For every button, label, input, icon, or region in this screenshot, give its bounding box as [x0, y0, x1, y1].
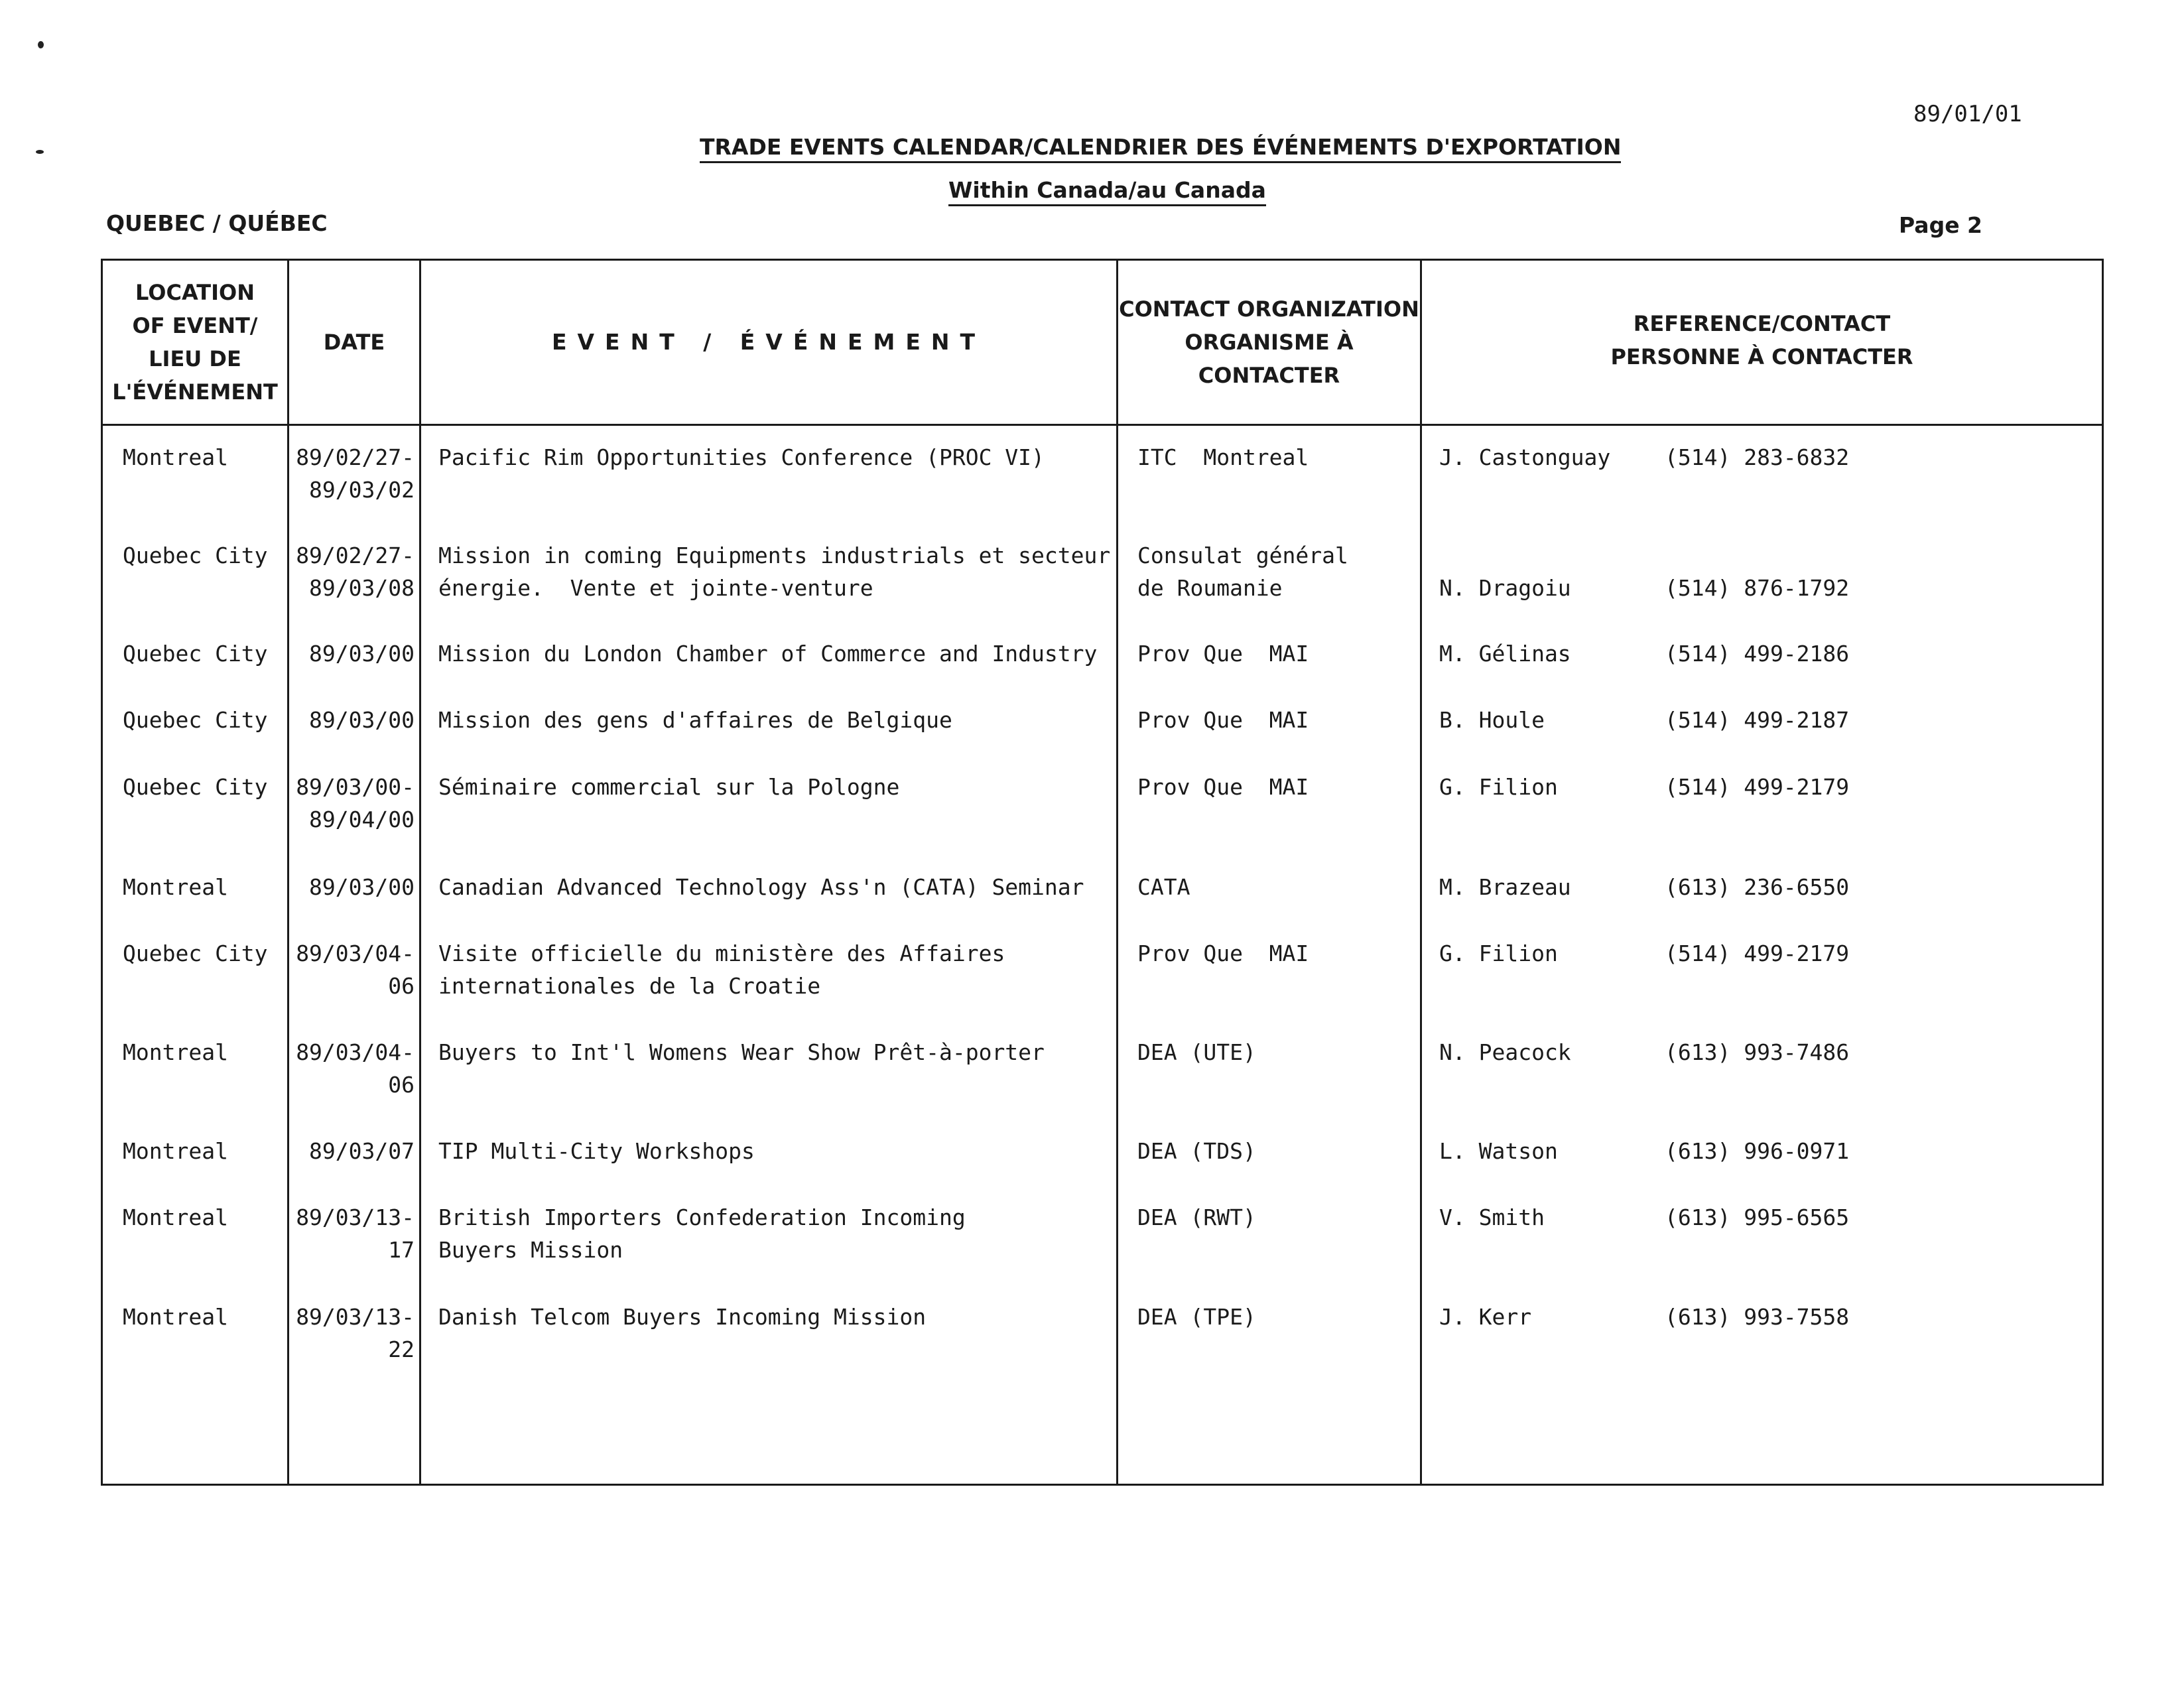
row-contact-name: N. Peacock — [1439, 1039, 1571, 1065]
row-location: Montreal — [123, 1204, 228, 1230]
header-organization: CONTACT ORGANIZATION ORGANISME À CONTACTER — [1119, 296, 1419, 388]
row-contact-phone: (514) 283-6832 — [1665, 444, 1850, 470]
row-location: Montreal — [123, 1039, 228, 1065]
row-contact-phone: (613) 996-0971 — [1665, 1138, 1850, 1164]
row-contact-name: B. Houle — [1439, 707, 1545, 733]
row-organization: DEA (TDS) — [1137, 1138, 1256, 1164]
column-divider — [1116, 261, 1118, 1484]
row-event: Pacific Rim Opportunities Conference (PROC VI) — [438, 444, 1045, 470]
page-number: Page 2 — [1899, 212, 1983, 238]
row-location: Quebec City — [123, 707, 268, 733]
row-event: TIP Multi-City Workshops — [438, 1138, 755, 1164]
scan-speck — [38, 41, 44, 48]
header-location: LOCATION OF EVENT/ LIEU DE L'ÉVÉNEMENT — [112, 280, 278, 405]
row-event: Mission in coming Equipments industrials et secteur énergie. Vente et jointe-venture — [438, 543, 1111, 601]
document-subtitle: Within Canada/au Canada — [948, 177, 1266, 206]
row-event: Danish Telcom Buyers Incoming Mission — [438, 1304, 927, 1330]
row-location: Quebec City — [123, 543, 268, 568]
document-title: TRADE EVENTS CALENDAR/CALENDRIER DES ÉVÉNEMENTS D'EXPORTATION — [700, 134, 1621, 163]
row-organization: Prov Que MAI — [1137, 641, 1309, 667]
row-organization: Consulat général de Roumanie — [1137, 543, 1348, 601]
row-date: 89/03/00 — [309, 707, 415, 733]
row-organization: CATA — [1137, 874, 1190, 900]
row-date: 89/02/27- 89/03/08 — [296, 543, 415, 601]
row-date: 89/03/13- 22 — [296, 1304, 415, 1362]
column-divider — [1420, 261, 1422, 1484]
row-contact-phone: (613) 995-6565 — [1665, 1204, 1850, 1230]
header-date: DATE — [323, 330, 385, 355]
row-date: 89/03/04- 06 — [296, 940, 415, 999]
row-event: British Importers Confederation Incoming Buyers Mission — [438, 1204, 966, 1263]
row-contact-name: M. Gélinas — [1439, 641, 1571, 667]
row-event: Visite officielle du ministère des Affaires internationales de la Croatie — [438, 940, 1005, 999]
row-location: Quebec City — [123, 940, 268, 966]
row-event: Buyers to Int'l Womens Wear Show Prêt-à-porter — [438, 1039, 1045, 1065]
row-location: Montreal — [123, 444, 228, 470]
row-contact-phone: (613) 993-7558 — [1665, 1304, 1850, 1330]
row-contact-phone: (613) 236-6550 — [1665, 874, 1850, 900]
row-location: Quebec City — [123, 641, 268, 667]
scan-speck — [36, 150, 44, 154]
row-contact-name: M. Brazeau — [1439, 874, 1571, 900]
row-location: Montreal — [123, 874, 228, 900]
column-divider — [287, 261, 289, 1484]
row-organization: DEA (TPE) — [1137, 1304, 1256, 1330]
row-date: 89/03/00- 89/04/00 — [296, 774, 415, 832]
region-label: QUEBEC / QUÉBEC — [106, 210, 328, 236]
row-contact-phone: (613) 993-7486 — [1665, 1039, 1850, 1065]
column-divider — [419, 261, 421, 1484]
row-organization: Prov Que MAI — [1137, 707, 1309, 733]
row-event: Canadian Advanced Technology Ass'n (CATA) Seminar — [438, 874, 1084, 900]
row-date: 89/03/04- 06 — [296, 1039, 415, 1098]
header-event: EVENT / ÉVÉNEMENT — [551, 329, 986, 355]
row-contact-name: L. Watson — [1439, 1138, 1558, 1164]
row-contact-phone: (514) 876-1792 — [1665, 575, 1850, 601]
row-organization: Prov Que MAI — [1137, 774, 1309, 800]
document-date: 89/01/01 — [1913, 101, 2022, 127]
row-contact-name: N. Dragoiu — [1439, 575, 1571, 601]
row-event: Séminaire commercial sur la Pologne — [438, 774, 900, 800]
row-contact-name: J. Kerr — [1439, 1304, 1532, 1330]
row-contact-phone: (514) 499-2179 — [1665, 940, 1850, 966]
row-date: 89/03/13- 17 — [296, 1204, 415, 1263]
row-location: Montreal — [123, 1138, 228, 1164]
row-location: Montreal — [123, 1304, 228, 1330]
row-contact-phone: (514) 499-2179 — [1665, 774, 1850, 800]
row-contact-name: J. Castonguay — [1439, 444, 1611, 470]
events-table — [101, 259, 2104, 1486]
row-organization: ITC Montreal — [1137, 444, 1309, 470]
row-contact-phone: (514) 499-2187 — [1665, 707, 1850, 733]
row-date: 89/03/00 — [309, 641, 415, 667]
row-date: 89/02/27- 89/03/02 — [296, 444, 415, 503]
row-event: Mission des gens d'affaires de Belgique — [438, 707, 952, 733]
row-organization: DEA (RWT) — [1137, 1204, 1256, 1230]
row-event: Mission du London Chamber of Commerce and Industry — [438, 641, 1098, 667]
row-contact-name: V. Smith — [1439, 1204, 1545, 1230]
row-contact-name: G. Filion — [1439, 774, 1558, 800]
row-location: Quebec City — [123, 774, 268, 800]
row-organization: DEA (UTE) — [1137, 1039, 1256, 1065]
row-contact-phone: (514) 499-2186 — [1665, 641, 1850, 667]
row-date: 89/03/07 — [309, 1138, 415, 1164]
row-organization: Prov Que MAI — [1137, 940, 1309, 966]
header-divider — [103, 424, 2102, 426]
row-date: 89/03/00 — [309, 874, 415, 900]
row-contact-name: G. Filion — [1439, 940, 1558, 966]
header-reference: REFERENCE/CONTACT PERSONNE À CONTACTER — [1610, 311, 1913, 369]
